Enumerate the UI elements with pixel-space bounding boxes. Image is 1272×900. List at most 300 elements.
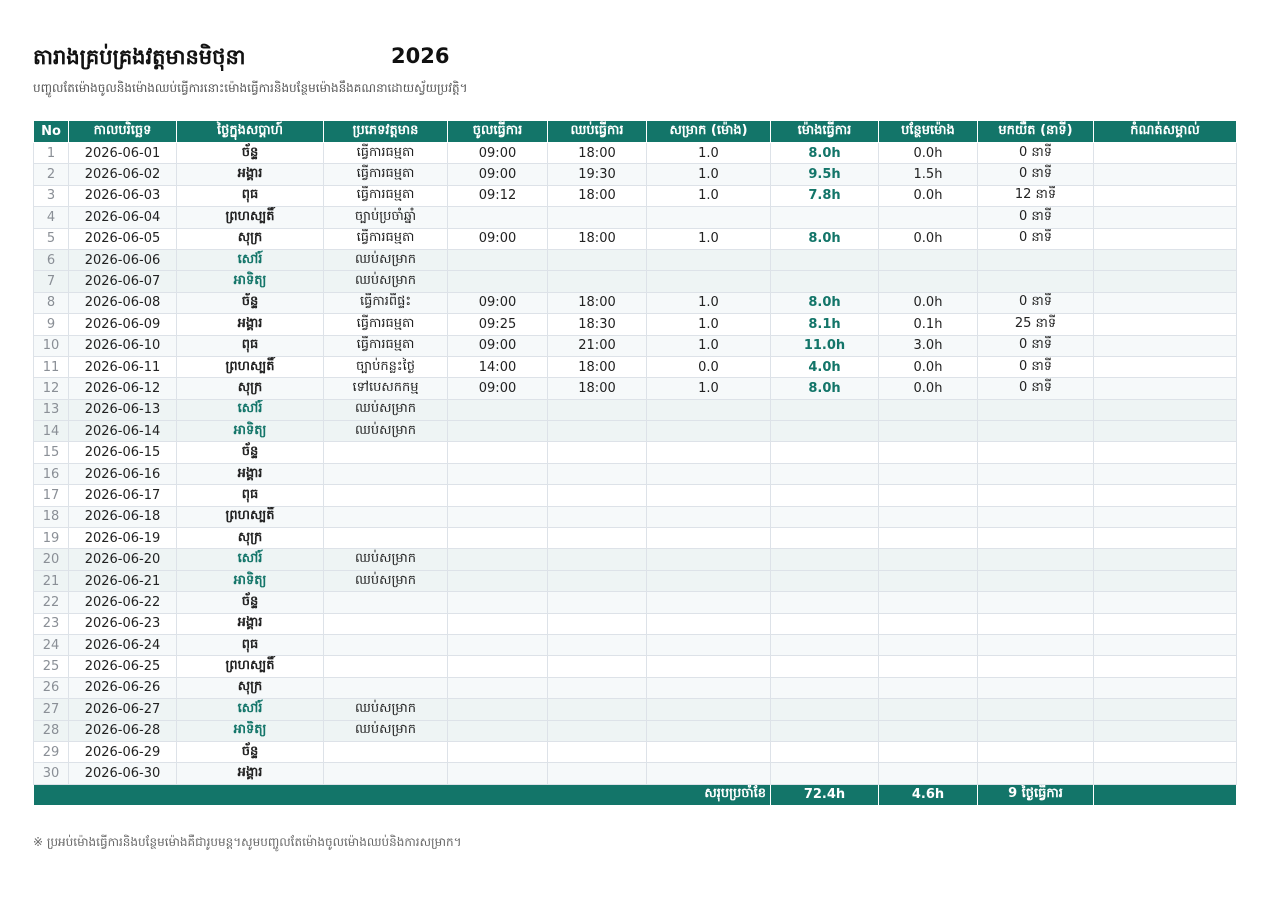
weekday-cell[interactable]: សៅរ៍ (177, 549, 324, 570)
break-cell[interactable] (647, 249, 771, 270)
note-cell[interactable] (1094, 164, 1237, 185)
overtime-cell (879, 741, 978, 762)
attendance-type-cell[interactable]: ឈប់សម្រាក (324, 249, 448, 270)
break-cell[interactable] (647, 463, 771, 484)
row-number: 1 (34, 143, 69, 164)
clock-in-cell[interactable] (448, 613, 548, 634)
clock-out-cell[interactable]: 18:00 (548, 143, 647, 164)
note-cell[interactable] (1094, 634, 1237, 655)
attendance-type-cell[interactable]: ធ្វើការធម្មតា (324, 228, 448, 249)
weekday-cell[interactable]: ច័ន្ទ (177, 292, 324, 313)
table-row (34, 763, 1237, 784)
attendance-type-cell[interactable]: ធ្វើការធម្មតា (324, 143, 448, 164)
date-cell[interactable]: 2026-06-25 (69, 656, 177, 677)
note-cell[interactable] (1094, 314, 1237, 335)
break-cell[interactable] (647, 399, 771, 420)
clock-out-cell[interactable] (548, 677, 647, 698)
overtime-cell (879, 485, 978, 506)
attendance-type-cell[interactable]: ច្បាប់ប្រចាំឆ្នាំ (324, 207, 448, 228)
clock-out-cell[interactable]: 18:30 (548, 314, 647, 335)
work-hours-cell: 8.0h (771, 228, 879, 249)
attendance-type-cell[interactable] (324, 442, 448, 463)
date-cell[interactable]: 2026-06-03 (69, 185, 177, 206)
date-cell[interactable]: 2026-06-27 (69, 699, 177, 720)
table-row (34, 143, 1237, 164)
attendance-type-cell[interactable]: ឈប់សម្រាក (324, 399, 448, 420)
note-cell[interactable] (1094, 528, 1237, 549)
date-cell[interactable]: 2026-06-07 (69, 271, 177, 292)
date-cell[interactable]: 2026-06-09 (69, 314, 177, 335)
clock-in-cell[interactable] (448, 485, 548, 506)
col-header-attendance-type[interactable]: ប្រភេទវត្តមាន (324, 121, 448, 143)
work-hours-cell (771, 613, 879, 634)
late-minutes-cell (978, 399, 1094, 420)
weekday-cell[interactable]: សៅរ៍ (177, 699, 324, 720)
row-number: 25 (34, 656, 69, 677)
date-cell[interactable]: 2026-06-01 (69, 143, 177, 164)
overtime-cell (879, 549, 978, 570)
row-number: 14 (34, 421, 69, 442)
overtime-cell (879, 399, 978, 420)
clock-in-cell[interactable] (448, 570, 548, 591)
break-cell[interactable]: 1.0 (647, 143, 771, 164)
note-cell[interactable] (1094, 335, 1237, 356)
table-row (34, 292, 1237, 313)
overtime-cell (879, 249, 978, 270)
table-row (34, 720, 1237, 741)
weekday-cell[interactable]: ច័ន្ទ (177, 442, 324, 463)
attendance-type-cell[interactable] (324, 506, 448, 527)
clock-in-cell[interactable] (448, 528, 548, 549)
clock-in-cell[interactable] (448, 463, 548, 484)
col-header-note[interactable]: កំណត់សម្គាល់ (1094, 121, 1237, 143)
clock-out-cell[interactable] (548, 399, 647, 420)
col-header-no[interactable]: No (34, 121, 69, 143)
table-row (34, 677, 1237, 698)
note-cell[interactable] (1094, 271, 1237, 292)
clock-out-cell[interactable] (548, 421, 647, 442)
row-number: 5 (34, 228, 69, 249)
attendance-type-cell[interactable] (324, 763, 448, 784)
break-cell[interactable]: 1.0 (647, 185, 771, 206)
clock-in-cell[interactable]: 09:25 (448, 314, 548, 335)
weekday-cell[interactable]: ច័ន្ទ (177, 741, 324, 762)
note-cell[interactable] (1094, 228, 1237, 249)
weekday-cell[interactable]: ពុធ (177, 185, 324, 206)
note-cell[interactable] (1094, 463, 1237, 484)
break-cell[interactable] (647, 699, 771, 720)
attendance-table (33, 121, 1237, 806)
break-cell[interactable]: 1.0 (647, 314, 771, 335)
date-cell[interactable]: 2026-06-14 (69, 421, 177, 442)
break-cell[interactable] (647, 271, 771, 292)
weekday-cell[interactable]: ព្រហស្បតិ៍ (177, 506, 324, 527)
break-cell[interactable] (647, 634, 771, 655)
break-cell[interactable] (647, 763, 771, 784)
break-cell[interactable] (647, 207, 771, 228)
break-cell[interactable] (647, 741, 771, 762)
weekday-cell[interactable]: សុក្រ (177, 228, 324, 249)
work-hours-cell: 7.8h (771, 185, 879, 206)
weekday-cell[interactable]: សុក្រ (177, 378, 324, 399)
clock-out-cell[interactable] (548, 720, 647, 741)
date-cell[interactable]: 2026-06-26 (69, 677, 177, 698)
note-cell[interactable] (1094, 292, 1237, 313)
overtime-cell (879, 677, 978, 698)
date-cell[interactable]: 2026-06-30 (69, 763, 177, 784)
late-minutes-cell (978, 677, 1094, 698)
note-cell[interactable] (1094, 399, 1237, 420)
row-number: 30 (34, 763, 69, 784)
attendance-type-cell[interactable] (324, 592, 448, 613)
overtime-cell (879, 763, 978, 784)
table-row (34, 463, 1237, 484)
clock-in-cell[interactable] (448, 634, 548, 655)
weekday-cell[interactable]: ច័ន្ទ (177, 143, 324, 164)
work-hours-cell (771, 634, 879, 655)
date-cell[interactable]: 2026-06-11 (69, 356, 177, 377)
clock-out-cell[interactable]: 19:30 (548, 164, 647, 185)
clock-out-cell[interactable]: 18:00 (548, 228, 647, 249)
weekday-cell[interactable]: ព្រហស្បតិ៍ (177, 656, 324, 677)
col-header-late[interactable]: មកយឺត (នាទី) (978, 121, 1094, 143)
break-cell[interactable]: 1.0 (647, 164, 771, 185)
note-cell[interactable] (1094, 185, 1237, 206)
row-number: 2 (34, 164, 69, 185)
clock-in-cell[interactable] (448, 271, 548, 292)
clock-out-cell[interactable]: 21:00 (548, 335, 647, 356)
note-cell[interactable] (1094, 763, 1237, 784)
break-cell[interactable]: 1.0 (647, 228, 771, 249)
table-row (34, 421, 1237, 442)
clock-out-cell[interactable] (548, 207, 647, 228)
work-hours-cell (771, 249, 879, 270)
clock-in-cell[interactable] (448, 421, 548, 442)
note-cell[interactable] (1094, 378, 1237, 399)
overtime-cell (879, 528, 978, 549)
break-cell[interactable] (647, 592, 771, 613)
clock-in-cell[interactable]: 09:00 (448, 292, 548, 313)
clock-out-cell[interactable] (548, 741, 647, 762)
clock-in-cell[interactable] (448, 549, 548, 570)
late-minutes-cell (978, 249, 1094, 270)
work-hours-cell (771, 763, 879, 784)
attendance-type-cell[interactable]: ឈប់សម្រាក (324, 570, 448, 591)
attendance-type-cell[interactable]: ធ្វើការធម្មតា (324, 335, 448, 356)
clock-in-cell[interactable] (448, 399, 548, 420)
note-cell[interactable] (1094, 592, 1237, 613)
note-cell[interactable] (1094, 613, 1237, 634)
overtime-cell (879, 271, 978, 292)
clock-out-cell[interactable]: 18:00 (548, 292, 647, 313)
attendance-type-cell[interactable] (324, 656, 448, 677)
break-cell[interactable] (647, 442, 771, 463)
note-cell[interactable] (1094, 506, 1237, 527)
row-number: 17 (34, 485, 69, 506)
overtime-cell (879, 656, 978, 677)
date-cell[interactable]: 2026-06-19 (69, 528, 177, 549)
break-cell[interactable] (647, 613, 771, 634)
overtime-cell (879, 207, 978, 228)
date-cell[interactable]: 2026-06-21 (69, 570, 177, 591)
table-row (34, 399, 1237, 420)
break-cell[interactable] (647, 506, 771, 527)
late-minutes-cell (978, 549, 1094, 570)
clock-in-cell[interactable] (448, 720, 548, 741)
weekday-cell[interactable]: ពុធ (177, 634, 324, 655)
clock-in-cell[interactable] (448, 677, 548, 698)
attendance-type-cell[interactable]: ធ្វើការធម្មតា (324, 314, 448, 335)
note-cell[interactable] (1094, 741, 1237, 762)
date-cell[interactable]: 2026-06-17 (69, 485, 177, 506)
weekday-cell[interactable]: អាទិត្យ (177, 271, 324, 292)
note-cell[interactable] (1094, 570, 1237, 591)
note-cell[interactable] (1094, 720, 1237, 741)
break-cell[interactable] (647, 677, 771, 698)
date-cell[interactable]: 2026-06-15 (69, 442, 177, 463)
clock-in-cell[interactable] (448, 442, 548, 463)
break-cell[interactable] (647, 570, 771, 591)
late-minutes-cell (978, 421, 1094, 442)
weekday-cell[interactable]: ព្រហស្បតិ៍ (177, 356, 324, 377)
table-row (34, 378, 1237, 399)
date-cell[interactable]: 2026-06-20 (69, 549, 177, 570)
date-cell[interactable]: 2026-06-12 (69, 378, 177, 399)
overtime-cell: 0.0h (879, 378, 978, 399)
clock-in-cell[interactable]: 09:00 (448, 164, 548, 185)
attendance-type-cell[interactable] (324, 741, 448, 762)
note-cell[interactable] (1094, 549, 1237, 570)
clock-out-cell[interactable] (548, 463, 647, 484)
date-cell[interactable]: 2026-06-29 (69, 741, 177, 762)
date-cell[interactable]: 2026-06-08 (69, 292, 177, 313)
row-number: 21 (34, 570, 69, 591)
note-cell[interactable] (1094, 421, 1237, 442)
break-cell[interactable] (647, 485, 771, 506)
clock-out-cell[interactable] (548, 249, 647, 270)
table-row (34, 271, 1237, 292)
overtime-cell (879, 592, 978, 613)
clock-out-cell[interactable] (548, 634, 647, 655)
note-cell[interactable] (1094, 249, 1237, 270)
col-header-overtime[interactable]: បន្ថែមម៉ោង (879, 121, 978, 143)
overtime-cell (879, 634, 978, 655)
break-cell[interactable]: 1.0 (647, 292, 771, 313)
late-minutes-cell (978, 271, 1094, 292)
attendance-type-cell[interactable]: ធ្វើការធម្មតា (324, 185, 448, 206)
weekday-cell[interactable]: អង្គារ (177, 763, 324, 784)
attendance-type-cell[interactable] (324, 634, 448, 655)
attendance-type-cell[interactable]: ឈប់សម្រាក (324, 549, 448, 570)
work-hours-cell (771, 699, 879, 720)
weekday-cell[interactable]: ពុធ (177, 335, 324, 356)
clock-in-cell[interactable] (448, 763, 548, 784)
work-hours-cell (771, 677, 879, 698)
date-cell[interactable]: 2026-06-10 (69, 335, 177, 356)
weekday-cell[interactable]: អាទិត្យ (177, 421, 324, 442)
col-header-weekday[interactable]: ថ្ងៃក្នុងសប្តាហ៍ (177, 121, 324, 143)
title-row (33, 44, 1243, 76)
clock-in-cell[interactable] (448, 741, 548, 762)
clock-out-cell[interactable] (548, 763, 647, 784)
date-cell[interactable]: 2026-06-23 (69, 613, 177, 634)
work-hours-cell: 9.5h (771, 164, 879, 185)
row-number: 11 (34, 356, 69, 377)
clock-out-cell[interactable] (548, 506, 647, 527)
clock-out-cell[interactable] (548, 528, 647, 549)
break-cell[interactable]: 1.0 (647, 335, 771, 356)
break-cell[interactable]: 1.0 (647, 378, 771, 399)
clock-out-cell[interactable] (548, 549, 647, 570)
date-cell[interactable]: 2026-06-02 (69, 164, 177, 185)
clock-in-cell[interactable] (448, 699, 548, 720)
overtime-cell (879, 613, 978, 634)
date-cell[interactable]: 2026-06-16 (69, 463, 177, 484)
overtime-cell (879, 421, 978, 442)
col-header-date[interactable]: កាលបរិច្ឆេទ (69, 121, 177, 143)
clock-out-cell[interactable]: 18:00 (548, 378, 647, 399)
weekday-cell[interactable]: អង្គារ (177, 613, 324, 634)
work-hours-cell: 4.0h (771, 356, 879, 377)
weekday-cell[interactable]: អង្គារ (177, 164, 324, 185)
page-subtitle: បញ្ចូលតែម៉ោងចូលនិងម៉ោងឈប់ធ្វើការនោះម៉ោងធ្វើការនិងបន្ថែមម៉ោងនឹងគណនាដោយស្វ័យប្រវត្តិ។ (33, 81, 468, 95)
note-cell[interactable] (1094, 356, 1237, 377)
weekday-cell[interactable]: ពុធ (177, 485, 324, 506)
date-cell[interactable]: 2026-06-13 (69, 399, 177, 420)
clock-out-cell[interactable] (548, 271, 647, 292)
date-cell[interactable]: 2026-06-22 (69, 592, 177, 613)
clock-in-cell[interactable]: 14:00 (448, 356, 548, 377)
attendance-type-cell[interactable]: ឈប់សម្រាក (324, 421, 448, 442)
break-cell[interactable]: 0.0 (647, 356, 771, 377)
attendance-type-cell[interactable]: ឈប់សម្រាក (324, 720, 448, 741)
date-cell[interactable]: 2026-06-18 (69, 506, 177, 527)
note-cell[interactable] (1094, 677, 1237, 698)
total-note-cell (1094, 784, 1237, 805)
clock-out-cell[interactable] (548, 699, 647, 720)
clock-in-cell[interactable] (448, 506, 548, 527)
attendance-type-cell[interactable]: ច្បាប់កន្លះថ្ងៃ (324, 356, 448, 377)
weekday-cell[interactable]: សុក្រ (177, 677, 324, 698)
date-cell[interactable]: 2026-06-05 (69, 228, 177, 249)
col-header-work-hours[interactable]: ម៉ោងធ្វើការ (771, 121, 879, 143)
clock-out-cell[interactable] (548, 570, 647, 591)
row-number: 13 (34, 399, 69, 420)
date-cell[interactable]: 2026-06-24 (69, 634, 177, 655)
clock-out-cell[interactable] (548, 442, 647, 463)
col-header-break[interactable]: សម្រាក (ម៉ោង) (647, 121, 771, 143)
total-work-days: 9 ថ្ងៃធ្វើការ (978, 784, 1094, 805)
clock-out-cell[interactable] (548, 485, 647, 506)
work-hours-cell (771, 485, 879, 506)
row-number: 16 (34, 463, 69, 484)
weekday-cell[interactable]: សៅរ៍ (177, 399, 324, 420)
clock-out-cell[interactable] (548, 613, 647, 634)
table-row (34, 592, 1237, 613)
clock-out-cell[interactable] (548, 592, 647, 613)
clock-in-cell[interactable] (448, 249, 548, 270)
table-row (34, 207, 1237, 228)
total-overtime: 4.6h (879, 784, 978, 805)
weekday-cell[interactable]: អង្គារ (177, 463, 324, 484)
work-hours-cell (771, 442, 879, 463)
attendance-type-cell[interactable]: ឈប់សម្រាក (324, 271, 448, 292)
row-number: 10 (34, 335, 69, 356)
attendance-type-cell[interactable] (324, 528, 448, 549)
late-minutes-cell: 0 នាទី (978, 143, 1094, 164)
weekday-cell[interactable]: អាទិត្យ (177, 570, 324, 591)
total-label: សរុបប្រចាំខែ (34, 784, 771, 805)
weekday-cell[interactable]: អង្គារ (177, 314, 324, 335)
note-cell[interactable] (1094, 699, 1237, 720)
work-hours-cell (771, 506, 879, 527)
table-row (34, 356, 1237, 377)
clock-out-cell[interactable]: 18:00 (548, 185, 647, 206)
late-minutes-cell: 0 នាទី (978, 228, 1094, 249)
clock-in-cell[interactable] (448, 592, 548, 613)
break-cell[interactable] (647, 549, 771, 570)
late-minutes-cell: 0 នាទី (978, 378, 1094, 399)
clock-out-cell[interactable]: 18:00 (548, 356, 647, 377)
row-number: 7 (34, 271, 69, 292)
attendance-type-cell[interactable]: ធ្វើការពីផ្ទះ (324, 292, 448, 313)
clock-out-cell[interactable] (548, 656, 647, 677)
date-cell[interactable]: 2026-06-28 (69, 720, 177, 741)
weekday-cell[interactable]: ព្រហស្បតិ៍ (177, 207, 324, 228)
attendance-type-cell[interactable]: ធ្វើការធម្មតា (324, 164, 448, 185)
attendance-type-cell[interactable] (324, 463, 448, 484)
attendance-type-cell[interactable] (324, 613, 448, 634)
attendance-type-cell[interactable] (324, 677, 448, 698)
attendance-type-cell[interactable] (324, 485, 448, 506)
clock-in-cell[interactable]: 09:12 (448, 185, 548, 206)
date-cell[interactable]: 2026-06-04 (69, 207, 177, 228)
table-row (34, 314, 1237, 335)
note-cell[interactable] (1094, 656, 1237, 677)
break-cell[interactable] (647, 720, 771, 741)
col-header-clock-in[interactable]: ចូលធ្វើការ (448, 121, 548, 143)
break-cell[interactable] (647, 421, 771, 442)
weekday-cell[interactable]: អាទិត្យ (177, 720, 324, 741)
row-number: 22 (34, 592, 69, 613)
row-number: 15 (34, 442, 69, 463)
break-cell[interactable] (647, 656, 771, 677)
note-cell[interactable] (1094, 207, 1237, 228)
note-cell[interactable] (1094, 442, 1237, 463)
note-cell[interactable] (1094, 485, 1237, 506)
date-cell[interactable]: 2026-06-06 (69, 249, 177, 270)
work-hours-cell (771, 528, 879, 549)
clock-in-cell[interactable] (448, 656, 548, 677)
break-cell[interactable] (647, 528, 771, 549)
late-minutes-cell (978, 699, 1094, 720)
clock-in-cell[interactable]: 09:00 (448, 378, 548, 399)
clock-in-cell[interactable] (448, 207, 548, 228)
weekday-cell[interactable]: សុក្រ (177, 528, 324, 549)
clock-in-cell[interactable]: 09:00 (448, 228, 548, 249)
weekday-cell[interactable]: ច័ន្ទ (177, 592, 324, 613)
clock-in-cell[interactable]: 09:00 (448, 143, 548, 164)
row-number: 19 (34, 528, 69, 549)
col-header-clock-out[interactable]: ឈប់ធ្វើការ (548, 121, 647, 143)
attendance-type-cell[interactable]: ទៅបេសកកម្ម (324, 378, 448, 399)
note-cell[interactable] (1094, 143, 1237, 164)
attendance-type-cell[interactable]: ឈប់សម្រាក (324, 699, 448, 720)
row-number: 28 (34, 720, 69, 741)
clock-in-cell[interactable]: 09:00 (448, 335, 548, 356)
work-hours-cell (771, 399, 879, 420)
weekday-cell[interactable]: សៅរ៍ (177, 249, 324, 270)
